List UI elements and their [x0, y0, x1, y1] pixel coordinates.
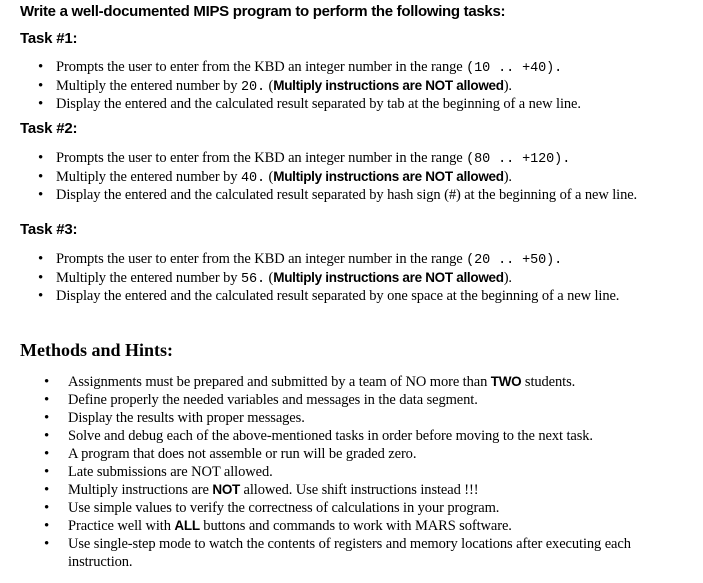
hint-team-size-emphasis: TWO [490, 374, 522, 389]
task-1-display-item: • Display the entered and the calculated result separated by tab at the beginning of a new line. [56, 95, 656, 114]
hint-late-submissions: • Late submissions are NOT allowed. [68, 463, 678, 481]
task-3-restriction-note: Multiply instructions are NOT allowed [273, 269, 504, 285]
hint-define-variables: • Define properly the needed variables and messages in the data segment. [68, 391, 678, 409]
task-2-title: Task #2: [20, 120, 78, 137]
task-1-multiply-text: Multiply the entered number by [56, 77, 241, 94]
task-1-prompt-item [56, 58, 656, 77]
task-1-paren-open: ( [264, 77, 274, 94]
task-2-multiply-text: Multiply the entered number by [56, 168, 241, 185]
task-3-paren-close: ). [503, 269, 512, 286]
hint-practice-mars-end: buttons and commands to work with MARS software. [199, 518, 512, 534]
hint-practice-mars-text: Practice well with [68, 518, 175, 534]
task-3-list [56, 250, 656, 323]
task-3-multiply-text: Multiply the entered number by [56, 269, 241, 286]
task-3-range: (20 .. +50). [466, 253, 563, 268]
hint-team-size-end: students. [521, 374, 576, 390]
hint-no-multiply [68, 481, 678, 499]
hint-solve-in-order: • Solve and debug each of the above-mentioned tasks in order before moving to the next task. [68, 427, 678, 445]
hint-team-size [68, 373, 678, 391]
task-2-paren-open: ( [264, 168, 274, 185]
task-1-range: (10 .. +40). [466, 61, 563, 76]
task-3-multiply-item [56, 269, 656, 288]
task-2-paren-close: ). [503, 168, 512, 185]
task-1-restriction-note: Multiply instructions are NOT allowed [273, 77, 504, 93]
task-3-display-item: • Display the entered and the calculated result separated by one space at the beginning of a new line. [56, 287, 656, 323]
hint-practice-mars [68, 517, 678, 535]
task-2-multiply-item [56, 168, 656, 187]
task-2-range: (80 .. +120). [466, 152, 571, 167]
hint-graded-zero: • A program that does not assemble or run will be graded zero. [68, 445, 678, 463]
task-3-multiplier: 56. [240, 271, 265, 287]
task-3-prompt-text: Prompts the user to enter from the KBD an integer number in the range [56, 251, 467, 267]
task-2-display-item: • Display the entered and the calculated result separated by hash sign (#) at the beginning of a new line. [56, 186, 656, 222]
hint-practice-mars-emphasis: ALL [174, 518, 200, 533]
task-2-multiplier: 40. [240, 170, 265, 186]
hint-display-results: • Display the results with proper messages. [68, 409, 678, 427]
task-2-restriction-note: Multiply instructions are NOT allowed [273, 168, 504, 184]
hint-no-multiply-end: allowed. Use shift instructions instead !!! [240, 482, 479, 498]
task-2-prompt-text: Prompts the user to enter from the KBD an integer number in the range [56, 150, 467, 166]
task-1-multiply-item [56, 77, 656, 96]
assignment-heading: Write a well-documented MIPS program to perform the following tasks: [20, 3, 506, 20]
task-3-prompt-item [56, 250, 656, 269]
methods-title: Methods and Hints: [20, 340, 174, 360]
hint-simple-values: • Use simple values to verify the correctness of calculations in your program. [68, 499, 678, 517]
task-3-paren-open: ( [264, 269, 274, 286]
task-1-prompt-text: Prompts the user to enter from the KBD an integer number in the range [56, 59, 467, 75]
task-1-paren-close: ). [503, 77, 512, 94]
hint-single-step: • Use single-step mode to watch the contents of registers and memory locations after executing each instruction. [68, 535, 678, 569]
task-1-list [56, 58, 656, 114]
task-1-title: Task #1: [20, 30, 78, 47]
hint-team-size-text: Assignments must be prepared and submitted by a team of NO more than [68, 374, 491, 390]
task-2-list [56, 149, 656, 222]
hint-no-multiply-emphasis: NOT [212, 482, 241, 497]
hints-list [68, 373, 678, 569]
task-3-title: Task #3: [20, 221, 78, 238]
task-2-prompt-item [56, 149, 656, 168]
task-1-multiplier: 20. [240, 79, 265, 95]
hint-no-multiply-text: Multiply instructions are [68, 482, 213, 498]
